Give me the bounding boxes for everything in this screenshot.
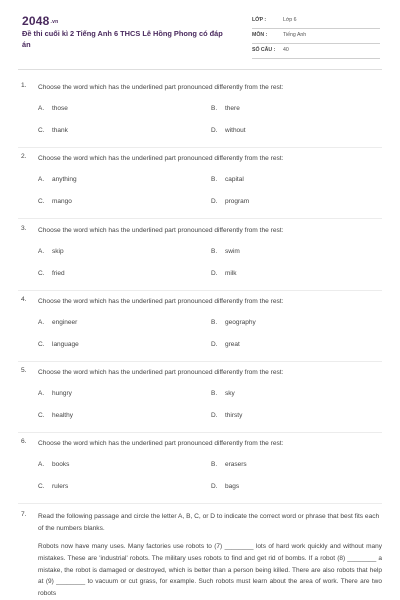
option-c[interactable]: [38, 127, 68, 134]
option-letter: A.: [38, 105, 45, 112]
option-word: swim: [225, 248, 240, 255]
option-a[interactable]: [38, 461, 69, 468]
meta-class: [252, 14, 380, 29]
option-letter: D.: [211, 198, 218, 205]
question-text: Choose the word which has the underlined part pronounced differently from the rest:: [38, 440, 284, 447]
meta-value: 40: [283, 47, 289, 53]
option-d[interactable]: [211, 341, 240, 348]
question-text: Choose the word which has the underlined part pronounced differently from the rest:: [38, 298, 284, 305]
option-a[interactable]: [38, 390, 72, 397]
reading-passage: Robots now have many uses. Many factories use robots to (7) ________ lots of hard work quickly and without many mistakes. These are 'industrial' robots. The military uses robots to find and get rid of bombs. If a robot (8) ________ a mistake, the robot is damaged or destroyed, which is better than a person being killed. There are also robots that help at (9) ________ to vacuum or cut grass, for example. Such robots must learn about the area of work. There are two robots: [38, 543, 382, 598]
option-letter: A.: [38, 461, 45, 468]
option-letter: B.: [211, 319, 218, 326]
question-text: Choose the word which has the underlined part pronounced differently from the rest:: [38, 84, 284, 91]
meta-key: LỚP :: [252, 17, 267, 23]
option-a[interactable]: [38, 105, 68, 112]
question-text: Read the following passage and circle the letter A, B, C, or D to indicate the correct word or phrase that best fits each of the numbers blanks.: [38, 513, 380, 532]
option-word: skip: [52, 248, 64, 255]
option-word: healthy: [52, 412, 73, 419]
option-d[interactable]: [211, 412, 242, 419]
option-c[interactable]: [38, 198, 72, 205]
option-word: great: [225, 341, 240, 348]
option-letter: C.: [38, 341, 45, 348]
question-number: 6.: [21, 438, 27, 445]
option-c[interactable]: [38, 483, 68, 490]
question-number: 2.: [21, 153, 27, 160]
option-letter: D.: [211, 270, 218, 277]
option-letter: A.: [38, 319, 45, 326]
option-word: engineer: [52, 319, 78, 326]
question-text: Choose the word which has the underlined part pronounced differently from the rest:: [38, 155, 284, 162]
question-text: Choose the word which has the underlined part pronounced differently from the rest:: [38, 369, 284, 376]
option-word: rulers: [52, 483, 69, 490]
option-b[interactable]: [211, 248, 240, 255]
option-letter: D.: [211, 412, 218, 419]
option-word: geography: [225, 319, 256, 326]
option-word: bags: [225, 483, 240, 490]
option-b[interactable]: [211, 461, 247, 468]
question-text: Choose the word which has the underlined part pronounced differently from the rest:: [38, 227, 284, 234]
option-word: anything: [52, 176, 77, 183]
meta-value: Tiếng Anh: [283, 32, 307, 38]
question-divider: [18, 218, 382, 219]
option-word: mango: [52, 198, 72, 205]
option-b[interactable]: [211, 105, 240, 112]
option-word: those: [52, 105, 68, 112]
option-word: fried: [52, 270, 65, 277]
option-b[interactable]: [211, 390, 235, 397]
meta-subject: [252, 29, 380, 44]
option-a[interactable]: [38, 176, 77, 183]
option-letter: C.: [38, 483, 45, 490]
question-number: 3.: [21, 225, 27, 232]
site-logo[interactable]: [22, 14, 58, 28]
option-letter: C.: [38, 270, 45, 277]
option-word: without: [225, 127, 246, 134]
meta-key: MÔN :: [252, 32, 268, 38]
question-divider: [18, 432, 382, 433]
option-word: thank: [52, 127, 68, 134]
option-word: thirsty: [225, 412, 243, 419]
option-word: there: [225, 105, 240, 112]
option-letter: A.: [38, 248, 45, 255]
option-letter: C.: [38, 127, 45, 134]
option-c[interactable]: [38, 270, 65, 277]
logo-text: 2048: [22, 14, 50, 28]
option-letter: D.: [211, 483, 218, 490]
meta-value: Lớp 6: [283, 17, 297, 23]
option-word: milk: [225, 270, 237, 277]
option-letter: B.: [211, 390, 218, 397]
option-d[interactable]: [211, 483, 239, 490]
option-letter: B.: [211, 248, 218, 255]
option-letter: A.: [38, 176, 45, 183]
option-word: capital: [225, 176, 244, 183]
option-letter: C.: [38, 198, 45, 205]
option-word: hungry: [52, 390, 72, 397]
option-letter: D.: [211, 341, 218, 348]
option-letter: B.: [211, 461, 218, 468]
option-letter: B.: [211, 105, 218, 112]
question-divider: [18, 290, 382, 291]
question-number: 4.: [21, 296, 27, 303]
page-header: [0, 0, 400, 80]
option-letter: C.: [38, 412, 45, 419]
option-b[interactable]: [211, 319, 256, 326]
option-b[interactable]: [211, 176, 244, 183]
option-a[interactable]: [38, 319, 77, 326]
question-number: 7.: [21, 511, 27, 518]
question-number: 5.: [21, 367, 27, 374]
option-word: language: [52, 341, 79, 348]
option-word: sky: [225, 390, 235, 397]
option-letter: D.: [211, 127, 218, 134]
meta-question-count: [252, 44, 380, 59]
question-divider: [18, 503, 382, 504]
option-letter: A.: [38, 390, 45, 397]
header-divider: [18, 69, 382, 70]
document-title: Đề thi cuối kì 2 Tiếng Anh 6 THCS Lê Hồng Phong có đáp án: [22, 29, 223, 49]
logo-suffix: .vn: [50, 19, 59, 25]
option-d[interactable]: [211, 270, 237, 277]
option-letter: B.: [211, 176, 218, 183]
option-c[interactable]: [38, 341, 79, 348]
option-d[interactable]: [211, 198, 249, 205]
option-word: books: [52, 461, 70, 468]
option-word: erasers: [225, 461, 247, 468]
meta-key: SỐ CÂU :: [252, 47, 276, 53]
option-a[interactable]: [38, 248, 64, 255]
option-d[interactable]: [211, 127, 246, 134]
option-word: program: [225, 198, 250, 205]
question-divider: [18, 361, 382, 362]
option-c[interactable]: [38, 412, 73, 419]
question-divider: [18, 147, 382, 148]
question-number: 1.: [21, 82, 27, 89]
